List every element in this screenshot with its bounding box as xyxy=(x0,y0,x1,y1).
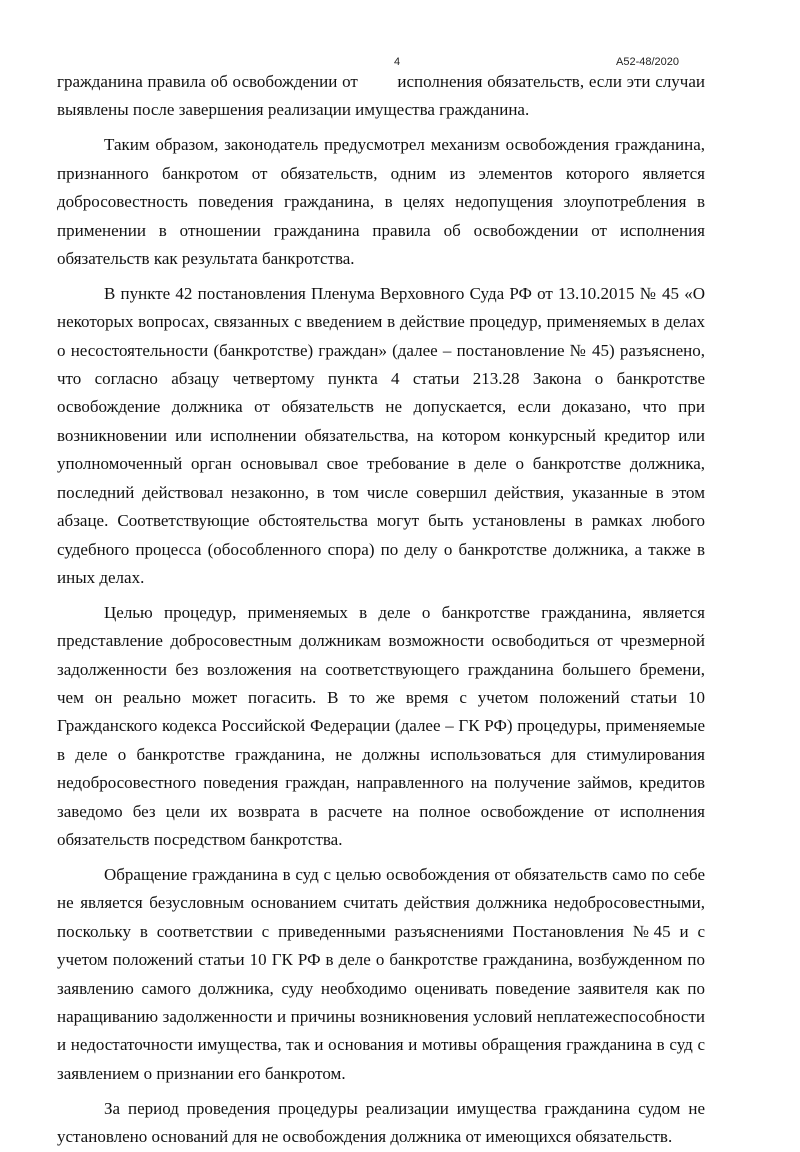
paragraph: Таким образом, законодатель предусмотрел механизм освобождения гражданина, признанного банкротом от обязательств, одним из элементов которого является добросовестность поведения гражданина, в целях недопущения злоупотребления в применении в отношении гражданина правила об освобождении от исполнения обязательств как результата банкротства. xyxy=(57,135,705,268)
case-number: А52-48/2020 xyxy=(616,56,679,68)
page-number: 4 xyxy=(394,56,401,68)
paragraph: В пункте 42 постановления Пленума Верховного Суда РФ от 13.10.2015 № 45 «О некоторых вопросах, связанных с введением в действие процедур, применяемых в делах о несостоятельности (банкротстве) граждан» (далее – постановление № 45) разъяснено, что согласно абзацу четвертому пункта 4 статьи 213.28 Закона о банкротстве освобождение должника от обязательств не допускается, если доказано, что при возникновении или исполнении обязательства, на котором конкурсный кредитор или уполномоченный орган основывал свое требование в деле о банкротстве должника, последний действовал незаконно, в том числе совершил действия, указанные в этом абзаце. Соответствующие обстоятельства могут быть установлены в рамках любого судебного процесса (обособленного спора) по делу о банкротстве должника, а также в иных делах. xyxy=(57,283,705,587)
paragraph-continued xyxy=(57,68,705,125)
paragraph: Целью процедур, применяемых в деле о банкротстве гражданина, является представление добросовестным должникам возможности освободиться от чрезмерной задолженности без возложения на соответствующего гражданина большего бремени, чем он реально может погасить. В то же время с учетом положений статьи 10 Гражданского кодекса Российской Федерации (далее – ГК РФ) процедуры, применяемые в деле о банкротстве гражданина, не должны использоваться для стимулирования недобросовестного поведения граждан, направленного на получение займов, кредитов заведомо без цели их возврата в расчете на полное освобождение от исполнения обязательств посредством банкротства. xyxy=(57,602,705,850)
paragraph: За период проведения процедуры реализации имущества гражданина судом не установлено оснований для не освобождения должника от имеющихся обязательств. xyxy=(57,1098,705,1147)
paragraph-continued-part1: гражданина правила об освобождении от xyxy=(57,72,358,91)
paragraph: Обращение гражданина в суд с целью освобождения от обязательств само по себе не является безусловным основанием считать действия должника недобросовестными, поскольку в соответствии с приведенными разъяснениями Постановления №45 и с учетом положений статьи 10 ГК РФ в деле о банкротстве гражданина, возбужденном по заявлению самого должника, суду необходимо оценивать поведение заявителя как по наращиванию задолженности и причины возникновения условий неплатежеспособности и недостаточности имущества, так и основания и мотивы обращения гражданина в суд с заявлением о признании его банкротом. xyxy=(57,864,705,1083)
paragraph-continued-part2: исполнения обязательств, если эти случаи выявлены после завершения реализации имущества гражданина. xyxy=(57,72,705,120)
document-body xyxy=(57,68,705,1152)
